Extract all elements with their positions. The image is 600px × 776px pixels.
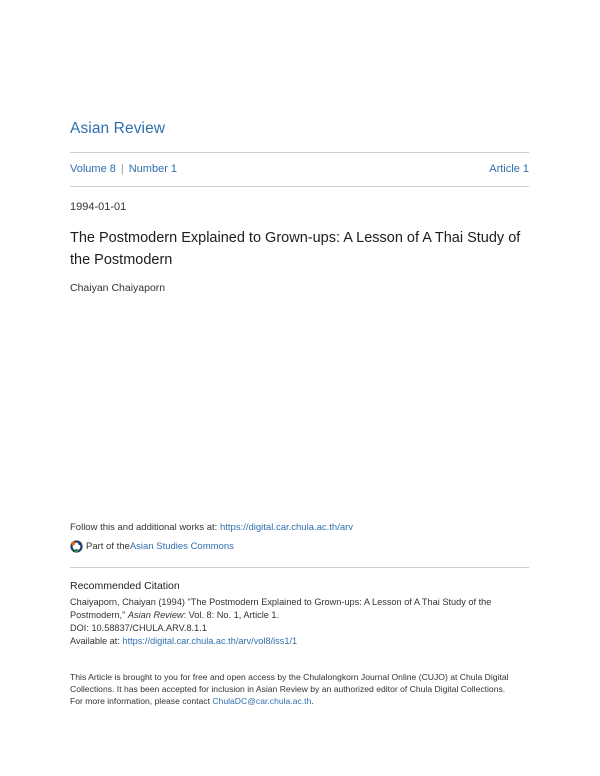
notice-line [70,695,530,707]
citation-block [70,596,530,648]
author-name: Chaiyan Chaiyaporn [70,282,166,294]
citation-doi: DOI: 10.58837/CHULA.ARV.8.1.1 [70,623,207,633]
network-icon [70,540,83,553]
divider [70,152,529,153]
notice-line: This Article is brought to you for free and open access by the Chulalongkorn Journal Online (CUJO) at Chula Digital [70,672,509,682]
divider [70,186,529,187]
part-of-prefix: Part of the [86,541,130,552]
article-title: The Postmodern Explained to Grown-ups: A Lesson of A Thai Study of the Postmodern [70,230,521,268]
citation-text: : Vol. 8: No. 1, Article 1. [183,610,280,620]
notice-text: . [311,696,314,706]
part-of-line [70,540,234,553]
issue-info-row [70,163,529,175]
volume-link[interactable]: Volume 8 [70,163,116,175]
citation-journal: Asian Review [127,610,184,620]
discipline-link[interactable]: Asian Studies Commons [129,541,234,552]
divider [70,567,529,568]
available-url-link[interactable]: https://digital.car.chula.ac.th/arv/vol8/iss1/1 [122,636,298,646]
access-notice [70,671,530,707]
citation-line [70,609,530,622]
follow-url-link[interactable]: https://digital.car.chula.ac.th/arv [219,522,354,533]
available-label: Available at: [70,636,123,646]
number-link[interactable]: Number 1 [128,163,178,175]
notice-line: Collections. It has been accepted for inclusion in Asian Review by an authorized editor of Chula Digital Collections. [70,684,506,694]
separator: | [120,163,124,175]
cover-page [70,0,530,776]
citation-line: Chaiyaporn, Chaiyan (1994) "The Postmodern Explained to Grown-ups: A Lesson of A Thai Study of the [70,597,492,607]
article-link[interactable]: Article 1 [489,163,529,175]
follow-line [70,522,353,533]
notice-text: For more information, please contact [70,696,213,706]
citation-available [70,635,530,648]
citation-heading: Recommended Citation [70,580,180,592]
journal-title-link[interactable]: Asian Review [70,120,166,137]
publication-date: 1994-01-01 [70,201,127,213]
contact-email-link[interactable]: ChulaDC@car.chula.ac.th [212,696,312,706]
citation-text: Postmodern," [70,610,128,620]
follow-text: Follow this and additional works at: [70,522,220,533]
